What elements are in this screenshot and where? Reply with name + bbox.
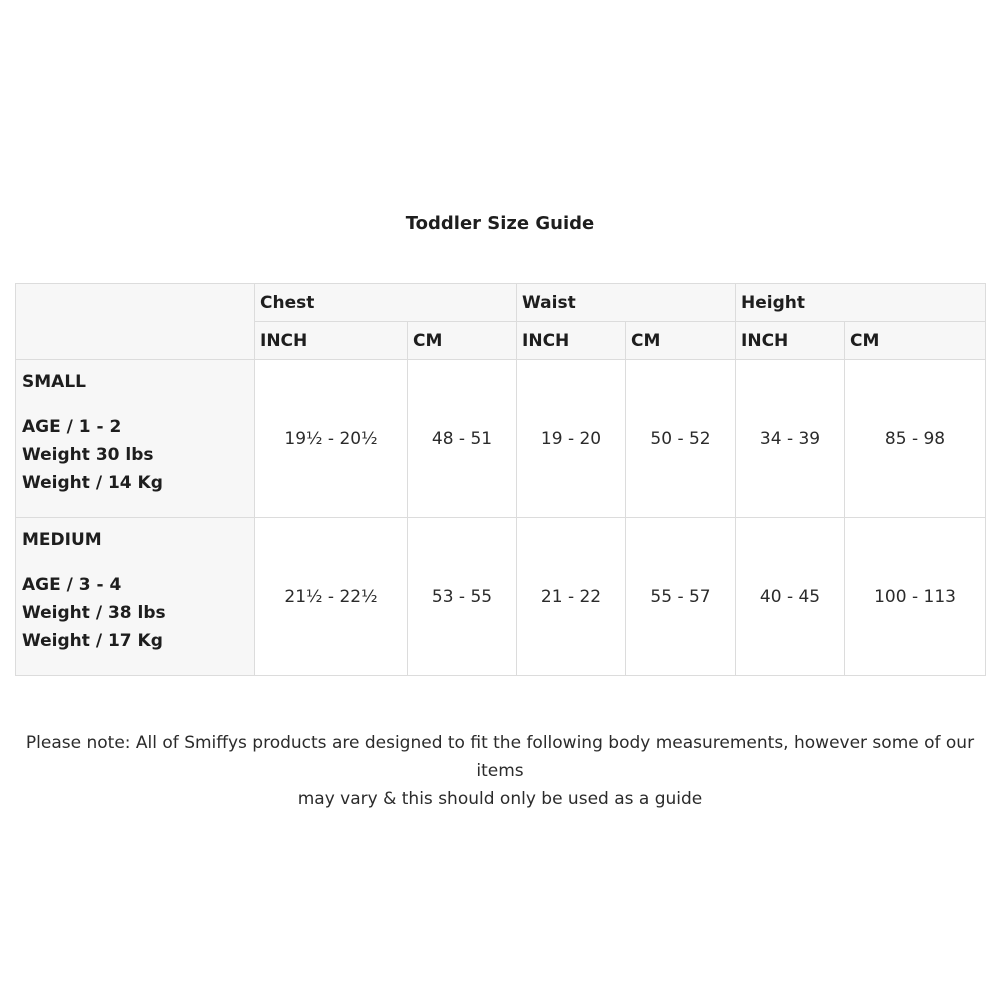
weight-lbs: Weight 30 lbs: [22, 445, 154, 465]
header-row-groups: [16, 284, 986, 322]
table-row: [16, 518, 986, 676]
size-name: MEDIUM: [22, 530, 102, 550]
cell-chest-cm: 53 - 55: [408, 518, 517, 676]
page-title: Toddler Size Guide: [405, 213, 595, 234]
size-guide-note: [0, 729, 1000, 813]
size-name: SMALL: [22, 372, 86, 392]
weight-lbs: Weight / 38 lbs: [22, 603, 166, 623]
row-label-medium: [16, 518, 255, 676]
cell-chest-inch: 19½ - 20½: [255, 360, 408, 518]
header-corner-cell: [16, 284, 255, 360]
note-line-1: Please note: All of Smiffys products are designed to fit the following body measurements, however some of our items: [25, 733, 975, 781]
header-height: Height: [736, 284, 986, 322]
header-chest-inch: INCH: [255, 322, 408, 360]
header-waist: Waist: [517, 284, 736, 322]
age-range: AGE / 3 - 4: [22, 575, 122, 595]
cell-waist-inch: 19 - 20: [517, 360, 626, 518]
weight-kg: Weight / 14 Kg: [22, 473, 163, 493]
weight-kg: Weight / 17 Kg: [22, 631, 163, 651]
cell-waist-cm: 55 - 57: [626, 518, 736, 676]
cell-height-inch: 34 - 39: [736, 360, 845, 518]
cell-height-cm: 100 - 113: [845, 518, 986, 676]
header-waist-cm: CM: [626, 322, 736, 360]
header-height-cm: CM: [845, 322, 986, 360]
cell-chest-cm: 48 - 51: [408, 360, 517, 518]
cell-waist-cm: 50 - 52: [626, 360, 736, 518]
cell-waist-inch: 21 - 22: [517, 518, 626, 676]
row-label-small: [16, 360, 255, 518]
note-line-2: may vary & this should only be used as a guide: [297, 789, 703, 809]
header-chest-cm: CM: [408, 322, 517, 360]
header-height-inch: INCH: [736, 322, 845, 360]
spacer: [22, 396, 248, 413]
cell-height-cm: 85 - 98: [845, 360, 986, 518]
header-chest: Chest: [255, 284, 517, 322]
spacer: [22, 554, 248, 571]
header-waist-inch: INCH: [517, 322, 626, 360]
cell-chest-inch: 21½ - 22½: [255, 518, 408, 676]
age-range: AGE / 1 - 2: [22, 417, 122, 437]
size-guide-table: [15, 283, 986, 676]
table-row: [16, 360, 986, 518]
cell-height-inch: 40 - 45: [736, 518, 845, 676]
